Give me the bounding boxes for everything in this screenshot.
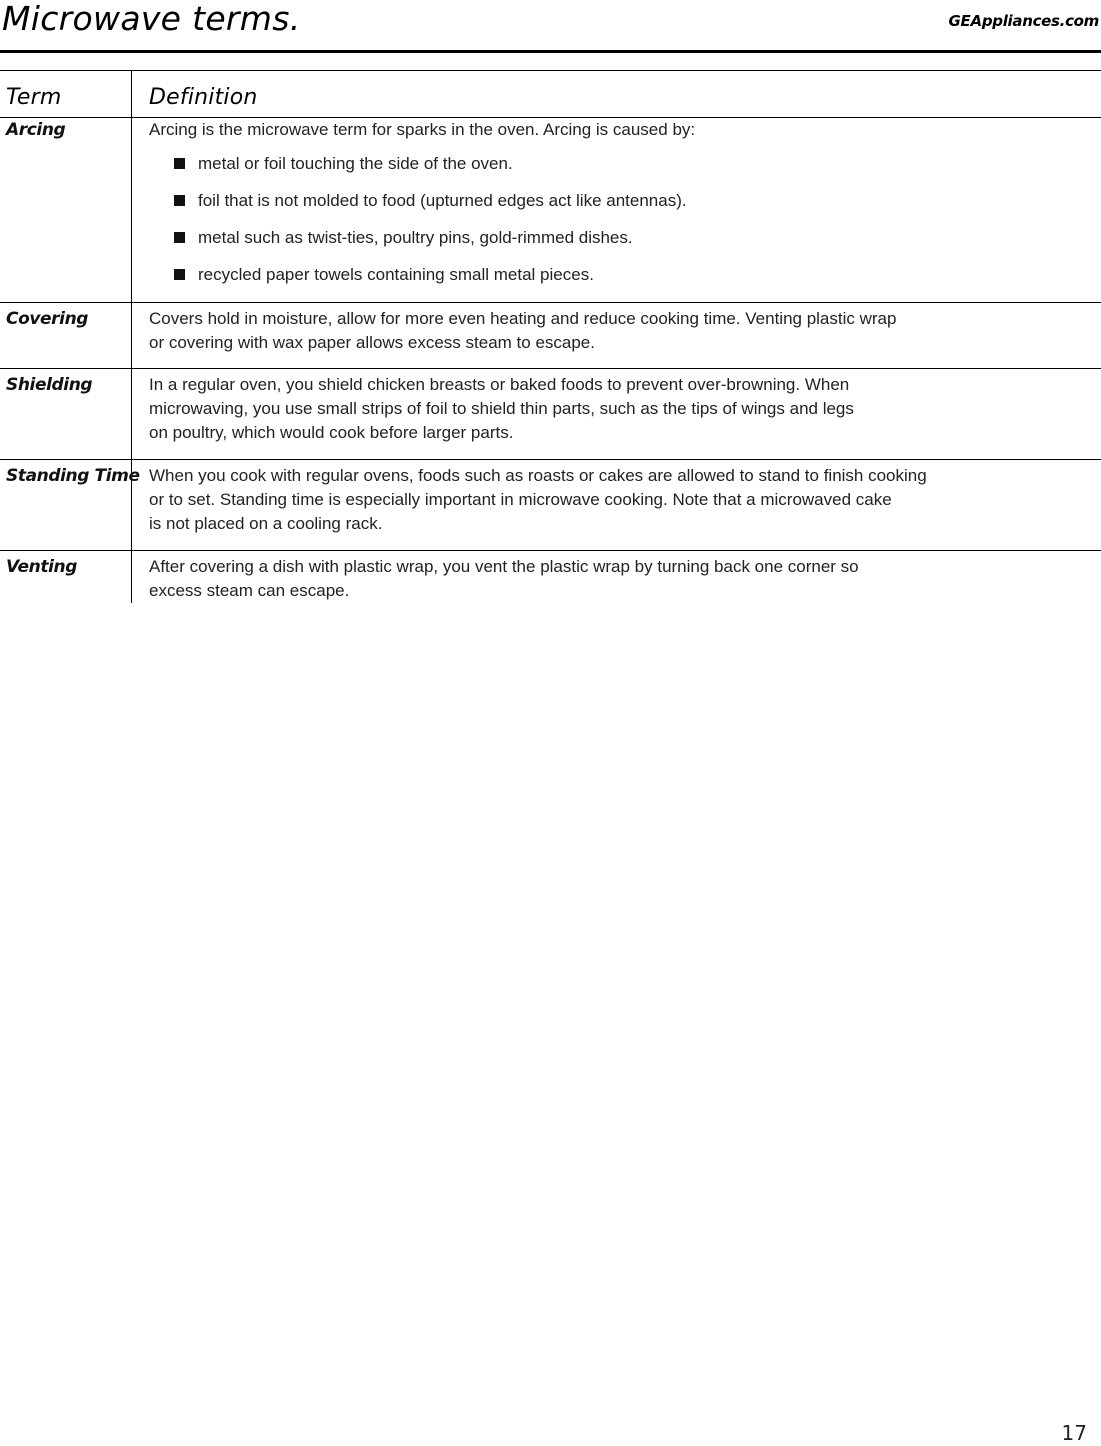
definition-line: is not placed on a cooling rack.: [149, 514, 383, 533]
square-bullet-icon: [174, 269, 185, 280]
page-title: Microwave terms.: [2, 0, 301, 38]
definition-arcing: [132, 118, 1101, 302]
table-row: [0, 118, 1101, 303]
definition-line: on poultry, which would cook before larger parts.: [149, 423, 514, 442]
definition-column-header: Definition: [149, 85, 258, 110]
square-bullet-icon: [174, 232, 185, 243]
terms-table: [0, 70, 1101, 603]
definition-line: After covering a dish with plastic wrap, you vent the plastic wrap by turning back one corner so: [149, 557, 859, 576]
definition-line: excess steam can escape.: [149, 581, 350, 600]
table-row: [0, 369, 1101, 460]
definition-line: Covers hold in moisture, allow for more even heating and reduce cooking time. Venting plastic wrap: [149, 309, 897, 328]
website-link[interactable]: GEAppliances.com: [948, 12, 1099, 30]
term-covering: Covering: [0, 303, 132, 368]
definition-line: microwaving, you use small strips of foil to shield thin parts, such as the tips of wings and legs: [149, 399, 854, 418]
definition-line: or to set. Standing time is especially important in microwave cooking. Note that a microwaved cake: [149, 490, 892, 509]
definition-line: or covering with wax paper allows excess steam to escape.: [149, 333, 595, 352]
page-number: 17: [1061, 1421, 1087, 1445]
term-column-header: Term: [0, 71, 132, 117]
bullet-item: [174, 226, 1101, 263]
term-shielding: Shielding: [0, 369, 132, 459]
definition-line: In a regular oven, you shield chicken breasts or baked foods to prevent over-browning. When: [149, 375, 850, 394]
bullet-item: [174, 189, 1101, 226]
table-row: [0, 551, 1101, 603]
table-row: [0, 460, 1101, 551]
definition-venting: [132, 551, 1101, 603]
square-bullet-icon: [174, 158, 185, 169]
definition-standing-time: [132, 460, 1101, 550]
page-header: [0, 0, 1101, 53]
bullet-text: recycled paper towels containing small metal pieces.: [198, 265, 594, 284]
definition-text: Arcing is the microwave term for sparks in the oven. Arcing is caused by:: [149, 120, 696, 139]
bullet-text: foil that is not molded to food (upturned edges act like antennas).: [198, 191, 687, 210]
term-venting: Venting: [0, 551, 132, 603]
table-row: [0, 303, 1101, 369]
bullet-text: metal or foil touching the side of the oven.: [198, 154, 513, 173]
bullet-text: metal such as twist-ties, poultry pins, gold-rimmed dishes.: [198, 228, 633, 247]
definition-shielding: [132, 369, 1101, 459]
term-arcing: Arcing: [0, 118, 132, 302]
square-bullet-icon: [174, 195, 185, 206]
definition-line: When you cook with regular ovens, foods such as roasts or cakes are allowed to stand to finish cooking: [149, 466, 927, 485]
term-standing-time: Standing Time: [0, 460, 132, 550]
bullet-list: [149, 152, 1101, 300]
table-header-row: [0, 71, 1101, 117]
bullet-item: [174, 263, 1101, 300]
bullet-item: [174, 152, 1101, 189]
definition-covering: [132, 303, 1101, 368]
